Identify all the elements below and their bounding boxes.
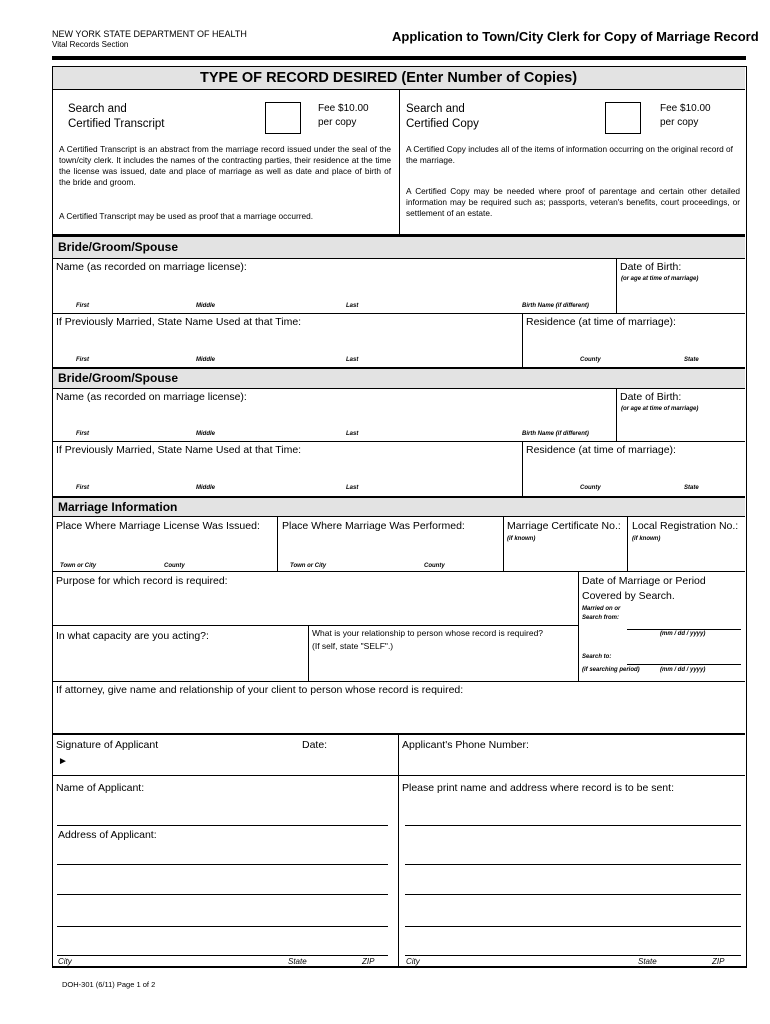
certificate-number-label: Marriage Certificate No.: [507,520,621,532]
search-from-date-format: (mm / dd / yyyy) [660,631,706,637]
copy-description: A Certified Copy includes all of the items of information occurring on the original record of the marriage. [406,144,733,165]
applicant-city-caption: City [58,957,72,966]
copy-title-line2: Certified Copy [406,118,479,130]
purpose-label: Purpose for which record is required: [56,575,228,587]
spouse2-dob-label: Date of Birth: [620,391,682,403]
header-rule [52,56,746,60]
copy-copies-input[interactable] [605,102,641,134]
spouse1-middle2-caption: Middle [196,357,215,363]
spouse1-residence-label: Residence (at time of marriage): [526,316,676,328]
spouse2-name-label: Name (as recorded on marriage license): [56,391,247,403]
married-on-caption: Married on or [582,606,621,612]
section-name: Vital Records Section [52,40,129,49]
transcript-title-line1: Search and [68,103,127,115]
spouse1-birthname-caption: Birth Name (if different) [522,303,589,309]
applicant-state-caption: State [288,957,307,966]
spouse1-name-label: Name (as recorded on marriage license): [56,261,247,273]
search-from-caption: Search from: [582,615,620,621]
spouse1-county-caption: County [580,357,601,363]
spouse1-middle-caption: Middle [196,303,215,309]
signature-arrow-icon: ► [58,756,68,767]
spouse1-last-caption: Last [346,303,359,309]
copy-use: A Certified Copy may be needed where proof of parentage and certain other detailed information may be required such as; passports, veteran's benefits, court proceedings, or settlement of an estate. [406,186,740,218]
capacity-label: In what capacity are you acting?: [56,630,209,642]
local-registration-label: Local Registration No.: [632,520,739,532]
signature-date-label: Date: [302,739,328,751]
transcript-title-line2: Certified Transcript [68,118,165,130]
spouse1-dob-note: (or age at time of marriage) [621,276,699,282]
applicant-address-label: Address of Applicant: [58,829,157,841]
mail-state-caption: State [638,957,657,966]
applicant-zip-caption: ZIP [362,957,375,966]
spouse1-dob-label: Date of Birth: [620,261,682,273]
relationship-label-line1: What is your relationship to person whose record is required? [312,628,544,638]
spouse1-prev-name-label: If Previously Married, State Name Used at that Time: [56,316,302,328]
spouse1-heading: Bride/Groom/Spouse [58,240,179,254]
form-title: Application to Town/City Clerk for Copy of Marriage Record [392,29,759,44]
spouse1-state-caption: State [684,357,699,363]
spouse2-county-caption: County [580,485,601,491]
search-to-if-searching: (if searching period) [582,667,640,673]
spouse1-last2-caption: Last [346,357,359,363]
relationship-label-line2: (If self, state "SELF".) [312,641,394,651]
spouse2-residence-label: Residence (at time of marriage): [526,444,676,456]
license-county-caption: County [164,563,185,569]
transcript-fee-unit: per copy [318,117,357,128]
spouse2-middle-caption: Middle [196,431,215,437]
spouse2-middle2-caption: Middle [196,485,215,491]
applicant-name-label: Name of Applicant: [56,782,145,794]
copy-fee: Fee $10.00 [660,103,711,114]
local-registration-if-known: (if known) [632,536,661,542]
spouse1-first2-caption: First [76,357,90,363]
spouse2-last2-caption: Last [346,485,359,491]
performed-town-caption: Town or City [290,563,327,569]
attorney-label: If attorney, give name and relationship of your client to person whose record is required: [56,684,464,696]
signature-label: Signature of Applicant [56,739,159,751]
spouse2-first-caption: First [76,431,90,437]
copy-fee-unit: per copy [660,117,699,128]
mail-zip-caption: ZIP [712,957,725,966]
mail-to-label: Please print name and address where record is to be sent: [402,782,674,794]
form-number: DOH-301 (6/11) Page 1 of 2 [62,980,156,989]
mail-city-caption: City [406,957,420,966]
search-to-date-format: (mm / dd / yyyy) [660,667,706,673]
record-type-heading: TYPE OF RECORD DESIRED (Enter Number of Copies) [200,70,578,86]
transcript-use: A Certified Transcript may be used as proof that a marriage occurred. [59,211,314,221]
marriage-date-label-line1: Date of Marriage or Period [582,575,706,587]
search-to-caption: Search to: [582,654,612,660]
phone-label: Applicant's Phone Number: [402,739,529,751]
spouse2-last-caption: Last [346,431,359,437]
license-place-label: Place Where Marriage License Was Issued: [56,520,260,532]
performed-county-caption: County [424,563,445,569]
copy-title-line1: Search and [406,103,465,115]
spouse2-dob-note: (or age at time of marriage) [621,406,699,412]
spouse1-first-caption: First [76,303,90,309]
spouse2-prev-name-label: If Previously Married, State Name Used at that Time: [56,444,302,456]
marriage-date-label-line2: Covered by Search. [582,590,675,602]
certificate-if-known: (if known) [507,536,536,542]
marriage-heading: Marriage Information [58,500,178,514]
spouse2-birthname-caption: Birth Name (if different) [522,431,589,437]
department-name: NEW YORK STATE DEPARTMENT OF HEALTH [52,29,247,39]
transcript-fee: Fee $10.00 [318,103,369,114]
performed-place-label: Place Where Marriage Was Performed: [282,520,465,532]
transcript-copies-input[interactable] [265,102,301,134]
license-town-caption: Town or City [60,563,97,569]
transcript-description: A Certified Transcript is an abstract from the marriage record issued under the seal of the town/city clerk. It includes the names of the contracting parties, their residence at the time the license was issued, date and place of marriage as well as date and place of birth of the bride and groom. [59,144,391,187]
spouse2-first2-caption: First [76,485,90,491]
spouse2-heading: Bride/Groom/Spouse [58,371,179,385]
spouse2-state-caption: State [684,485,699,491]
